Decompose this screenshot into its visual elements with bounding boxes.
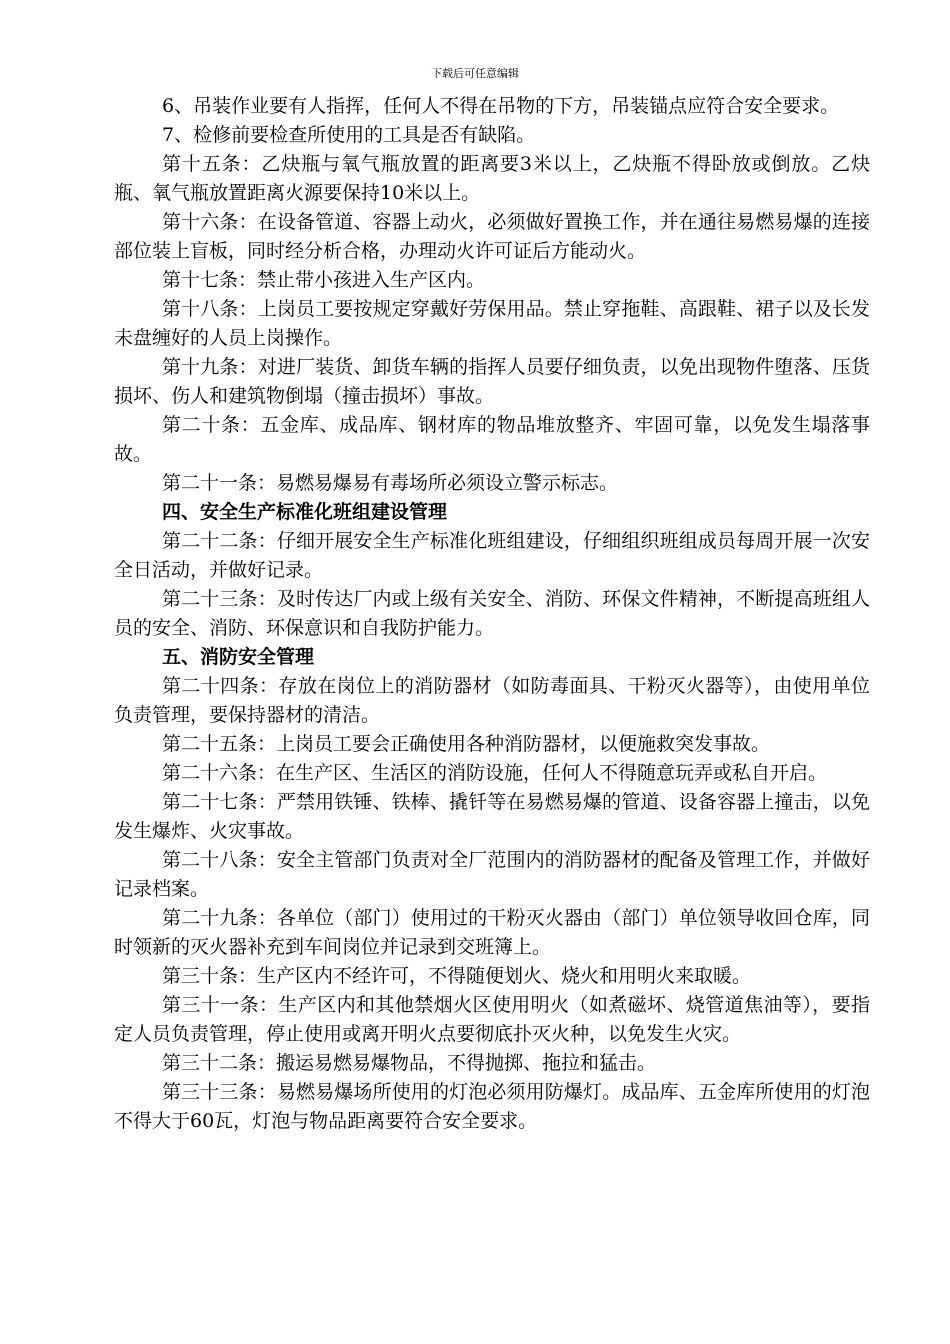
paragraph: 第二十四条：存放在岗位上的消防器材（如防毒面具、干粉灭火器等），由使用单位负责管理，要保持器材的清洁。 xyxy=(114,675,870,726)
document-body xyxy=(114,92,870,1136)
paragraph: 第二十六条：在生产区、生活区的消防设施，任何人不得随意玩弄或私自开启。 xyxy=(162,762,828,784)
paragraph: 第二十五条：上岗员工要会正确使用各种消防器材，以便施救突发事故。 xyxy=(162,733,771,755)
paragraph: 第十九条：对进厂装货、卸货车辆的指挥人员要仔细负责，以免出现物件堕落、压货损坏、伤人和建筑物倒塌（撞击损坏）事故。 xyxy=(114,356,870,407)
paragraph: 第十八条：上岗员工要按规定穿戴好劳保用品。禁止穿拖鞋、高跟鞋、裙子以及长发未盘缠好的人员上岗操作。 xyxy=(114,298,870,349)
paragraph: 第二十三条：及时传达厂内或上级有关安全、消防、环保文件精神，不断提高班组人员的安全、消防、环保意识和自我防护能力。 xyxy=(114,588,870,639)
paragraph: 7、检修前要检查所使用的工具是否有缺陷。 xyxy=(162,124,536,146)
paragraph: 第二十一条：易燃易爆易有毒场所必须设立警示标志。 xyxy=(162,472,619,494)
paragraph: 第二十七条：严禁用铁锤、铁棒、撬钎等在易燃易爆的管道、设备容器上撞击，以免发生爆炸、火灾事故。 xyxy=(114,791,870,842)
paragraph: 第三十三条：易燃易爆场所使用的灯泡必须用防爆灯。成品库、五金库所使用的灯泡不得大于60瓦，灯泡与物品距离要符合安全要求。 xyxy=(114,1081,870,1132)
paragraph: 第三十二条：搬运易燃易爆物品，不得抛掷、拖拉和猛击。 xyxy=(162,1052,657,1074)
paragraph: 第二十九条：各单位（部门）使用过的干粉灭火器由（部门）单位领导收回仓库，同时领新的灭火器补充到车间岗位并记录到交班簿上。 xyxy=(114,907,870,958)
paragraph: 第十六条：在设备管道、容器上动火，必须做好置换工作，并在通往易燃易爆的连接部位装上盲板，同时经分析合格，办理动火许可证后方能动火。 xyxy=(114,211,870,262)
paragraph: 第二十条：五金库、成品库、钢材库的物品堆放整齐、牢固可靠，以免发生塌落事故。 xyxy=(114,414,870,465)
paragraph: 第二十八条：安全主管部门负责对全厂范围内的消防器材的配备及管理工作，并做好记录档案。 xyxy=(114,849,870,900)
paragraph: 6、吊装作业要有人指挥，任何人不得在吊物的下方，吊装锚点应符合安全要求。 xyxy=(162,95,840,117)
paragraph: 第十七条：禁止带小孩进入生产区内。 xyxy=(162,269,486,291)
section-heading: 五、消防安全管理 xyxy=(162,646,315,668)
paragraph: 第三十一条：生产区内和其他禁烟火区使用明火（如煮磁坏、烧管道焦油等），要指定人员负责管理，停止使用或离开明火点要彻底扑灭火种，以免发生火灾。 xyxy=(114,994,870,1045)
page-header: 下载后可任意编辑 xyxy=(431,67,519,80)
paragraph: 第二十二条：仔细开展安全生产标准化班组建设，仔细组织班组成员每周开展一次安全日活动，并做好记录。 xyxy=(114,530,870,581)
paragraph: 第十五条：乙炔瓶与氧气瓶放置的距离要3米以上，乙炔瓶不得卧放或倒放。乙炔瓶、氧气瓶放置距离火源要保持10米以上。 xyxy=(114,153,870,204)
paragraph: 第三十条：生产区内不经许可，不得随便划火、烧火和用明火来取暖。 xyxy=(162,965,752,987)
section-heading: 四、安全生产标准化班组建设管理 xyxy=(162,501,448,523)
